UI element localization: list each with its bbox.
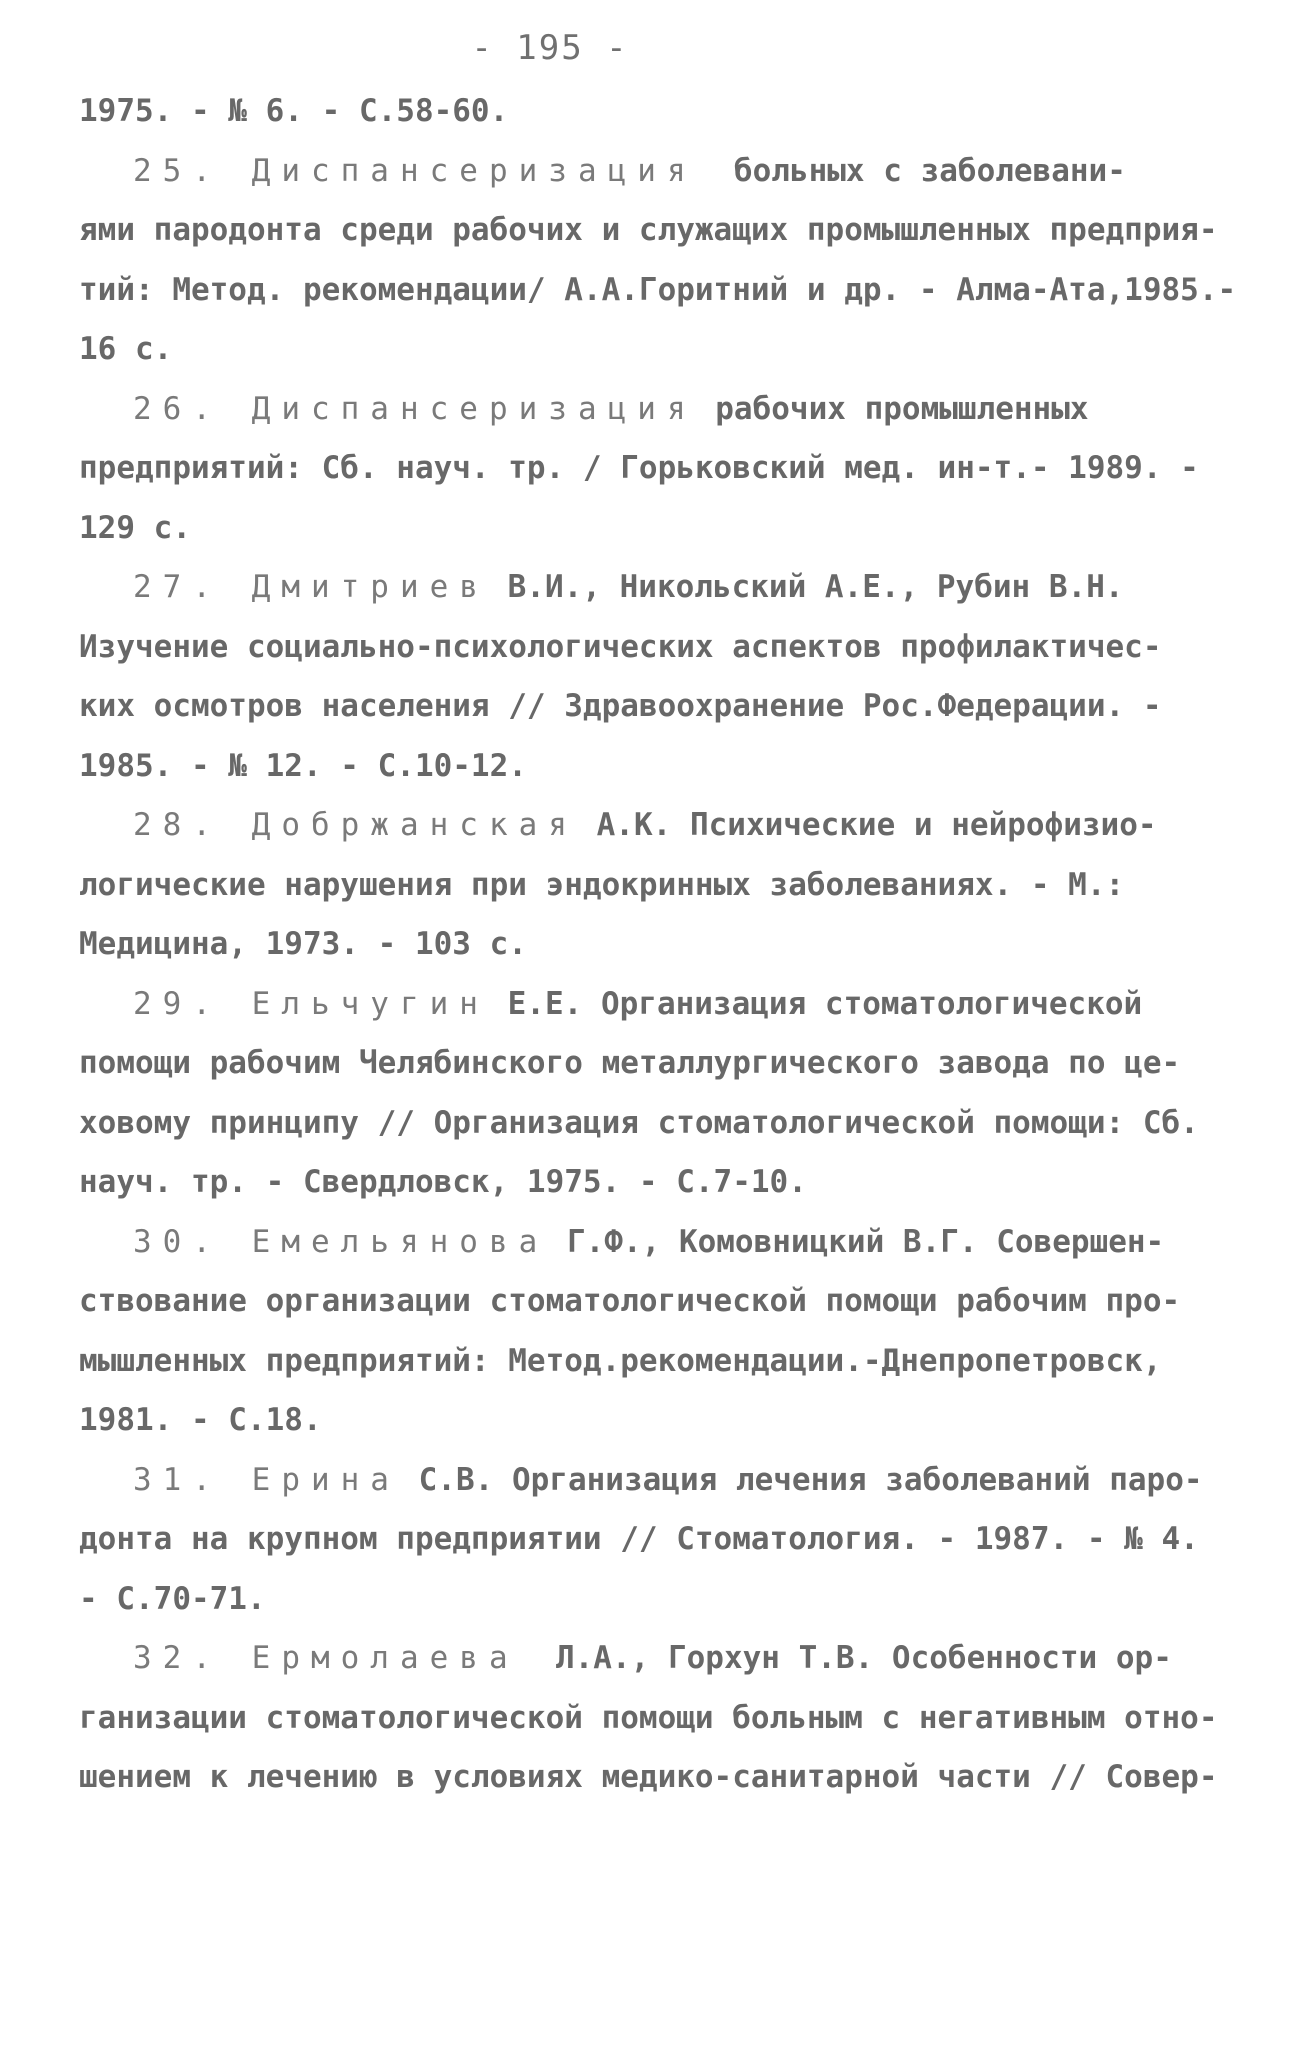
entry-number-and-author: 27. Дмитриев bbox=[133, 569, 489, 605]
bibliography-line bbox=[79, 1391, 1239, 1451]
page-number: - 195 - bbox=[471, 28, 629, 68]
bibliography-line bbox=[79, 915, 1239, 975]
bibliography-line bbox=[79, 1034, 1239, 1094]
line-text: 1975. - № 6. - С.58-60. bbox=[79, 93, 509, 129]
bibliography-line bbox=[79, 1570, 1239, 1630]
entry-number-and-author: 29. Ельчугин bbox=[133, 985, 489, 1022]
bibliography-line bbox=[79, 677, 1239, 737]
line-text: мышленных предприятий: Метод.рекомендации.-Днепропетровск, bbox=[79, 1342, 1162, 1379]
entry-number-and-author: 30. Емельянова bbox=[133, 1223, 549, 1260]
line-text: Е.Е. Организация стоматологической bbox=[488, 985, 1143, 1022]
line-text: ких осмотров населения // Здравоохранение Рос.Федерации. - bbox=[79, 688, 1162, 724]
bibliography-line bbox=[79, 82, 1239, 142]
bibliography-line bbox=[79, 737, 1239, 797]
bibliography-line bbox=[79, 439, 1239, 499]
bibliography-entry-start-line bbox=[79, 1451, 1239, 1511]
line-text: предприятий: Сб. науч. тр. / Горьковский мед. ин-т.- 1989. - bbox=[79, 450, 1199, 486]
line-text: 129 с. bbox=[79, 509, 191, 546]
line-text: В.И., Никольский А.Е., Рубин В.Н. bbox=[488, 569, 1124, 605]
bibliography-line bbox=[79, 1510, 1239, 1570]
line-text: логические нарушения при эндокринных заболеваниях. - М.: bbox=[79, 866, 1125, 903]
entry-number-and-author: 31. Ерина bbox=[133, 1461, 400, 1498]
line-text: - С.70-71. bbox=[79, 1580, 266, 1617]
bibliography-line bbox=[79, 1332, 1239, 1392]
bibliography-line bbox=[79, 1689, 1239, 1749]
entry-number-and-author: 32. Ермолаева bbox=[133, 1640, 519, 1676]
bibliography-entry-start-line bbox=[79, 1629, 1239, 1689]
line-text: шением к лечению в условиях медико-санитарной части // Совер- bbox=[79, 1759, 1218, 1795]
line-text: 16 с. bbox=[79, 331, 173, 367]
bibliography-entry-start-line bbox=[79, 796, 1239, 856]
line-text: Изучение социально-психологических аспектов профилактичес- bbox=[79, 628, 1162, 665]
line-text: Л.А., Горхун Т.В. Особенности ор- bbox=[518, 1640, 1172, 1676]
bibliography-text bbox=[79, 82, 1239, 1808]
line-text: ствование организации стоматологической помощи рабочим про- bbox=[79, 1283, 1181, 1319]
bibliography-line bbox=[79, 320, 1239, 380]
line-text: Г.Ф., Комовницкий В.Г. Совершен- bbox=[548, 1223, 1165, 1260]
line-text: тий: Метод. рекомендации/ А.А.Горитний и др. - Алма-Ата,1985.- bbox=[79, 271, 1237, 308]
bibliography-line bbox=[79, 261, 1239, 321]
bibliography-line bbox=[79, 201, 1239, 261]
bibliography-line bbox=[79, 499, 1239, 559]
line-text: Медицина, 1973. - 103 с. bbox=[79, 926, 527, 962]
line-text: помощи рабочим Челябинского металлургического завода по це- bbox=[79, 1045, 1181, 1081]
bibliography-line bbox=[79, 1153, 1239, 1213]
bibliography-entry-start-line bbox=[79, 1213, 1239, 1273]
line-text: ями пародонта среди рабочих и служащих промышленных предприя- bbox=[79, 212, 1218, 248]
line-text: ганизации стоматологической помощи больным с негативным отно- bbox=[79, 1699, 1218, 1736]
bibliography-line bbox=[79, 856, 1239, 916]
entry-number-and-author: 25. Диспансеризация bbox=[133, 152, 697, 189]
entry-number-and-author: 28. Добржанская bbox=[133, 807, 578, 843]
bibliography-line bbox=[79, 1094, 1239, 1154]
bibliography-line bbox=[79, 618, 1239, 678]
bibliography-entry-start-line bbox=[79, 380, 1239, 440]
line-text: донта на крупном предприятии // Стоматология. - 1987. - № 4. bbox=[79, 1521, 1199, 1557]
line-text: А.К. Психические и нейрофизио- bbox=[577, 807, 1157, 843]
line-text: С.В. Организация лечения заболеваний паро- bbox=[399, 1461, 1203, 1498]
bibliography-entry-start-line bbox=[79, 558, 1239, 618]
bibliography-line bbox=[79, 1748, 1239, 1808]
line-text: 1985. - № 12. - С.10-12. bbox=[79, 747, 527, 784]
bibliography-entry-start-line bbox=[79, 975, 1239, 1035]
bibliography-entry-start-line bbox=[79, 142, 1239, 202]
line-text: науч. тр. - Свердловск, 1975. - С.7-10. bbox=[79, 1164, 807, 1200]
entry-number-and-author: 26. Диспансеризация bbox=[133, 390, 697, 427]
line-text: ховому принципу // Организация стоматологической помощи: Сб. bbox=[79, 1104, 1199, 1141]
line-text: больных с заболевани- bbox=[696, 152, 1126, 189]
bibliography-line bbox=[79, 1272, 1239, 1332]
line-text: рабочих промышленных bbox=[696, 390, 1089, 427]
line-text: 1981. - С.18. bbox=[79, 1402, 322, 1438]
